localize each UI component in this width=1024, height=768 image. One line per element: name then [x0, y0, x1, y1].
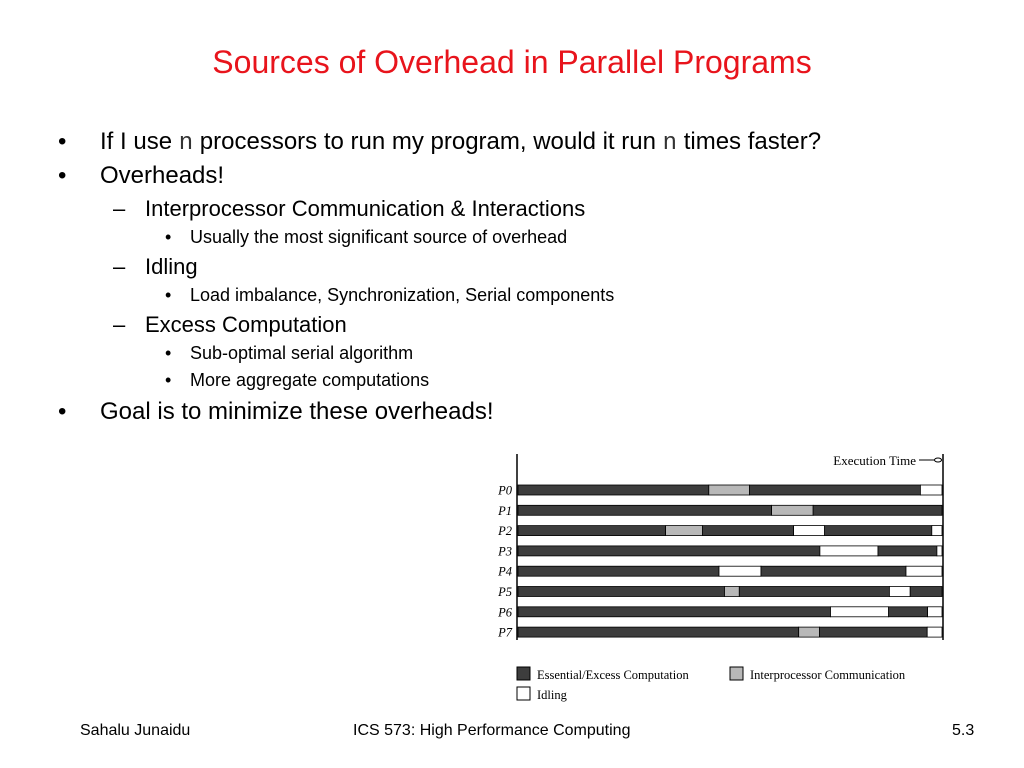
segment-idling: [820, 546, 878, 556]
segment-computation: [518, 607, 831, 617]
legend-label-idling: Idling: [537, 688, 567, 702]
legend-swatch-idling: [517, 687, 530, 700]
segment-idling: [831, 607, 889, 617]
sub-sub-bullet-suboptimal: Sub-optimal serial algorithm: [190, 343, 414, 363]
chart-legend: [517, 667, 906, 702]
segment-idling: [719, 566, 761, 576]
segment-idling: [920, 485, 942, 495]
variable-n: n: [178, 130, 194, 157]
segment-communication: [709, 485, 750, 495]
segment-idling: [889, 587, 910, 597]
bullet-marker: •: [58, 128, 67, 155]
legend-label-communication: Interprocessor Communication: [750, 668, 906, 682]
sub-sub-bullet-significant: Usually the most significant source of overhead: [190, 227, 568, 247]
segment-idling: [932, 526, 942, 536]
segment-computation: [889, 607, 928, 617]
segment-computation: [761, 566, 906, 576]
segment-computation: [702, 526, 793, 536]
dash-marker: –: [113, 312, 126, 337]
segment-computation: [813, 505, 942, 515]
segment-computation: [878, 546, 937, 556]
dash-marker: –: [113, 254, 126, 279]
segment-idling: [927, 627, 942, 637]
sub-sub-bullet-load-imbalance: Load imbalance, Synchronization, Serial components: [190, 285, 615, 305]
bullet-marker: •: [58, 398, 67, 425]
sub-bullet-idling: Idling: [145, 254, 198, 279]
segment-idling: [928, 607, 942, 617]
sub-sub-bullet-aggregate: More aggregate computations: [190, 370, 430, 390]
processor-label: P2: [498, 524, 512, 539]
dash-marker: –: [113, 196, 126, 221]
bullet-overheads: Overheads!: [100, 162, 225, 189]
footer-page-number: 5.3: [952, 722, 975, 739]
segment-computation: [750, 485, 921, 495]
footer-course: ICS 573: High Performance Computing: [353, 722, 631, 739]
execution-time-label: Execution Time: [833, 453, 916, 468]
execution-timeline-svg: [480, 448, 950, 710]
legend-label-computation: Essential/Excess Computation: [537, 668, 689, 682]
segment-idling: [906, 566, 942, 576]
segment-computation: [825, 526, 932, 536]
segment-communication: [725, 587, 740, 597]
sub-sub-marker: •: [165, 227, 172, 247]
bullet-goal: Goal is to minimize these overheads!: [100, 398, 494, 425]
segment-computation: [518, 546, 820, 556]
segment-computation: [518, 485, 709, 495]
legend-swatch-communication: [730, 667, 743, 680]
processor-label: P3: [498, 544, 512, 559]
variable-n: n: [662, 130, 678, 157]
slide-title: Sources of Overhead in Parallel Programs: [212, 44, 812, 80]
segment-computation: [820, 627, 928, 637]
segment-computation: [518, 627, 799, 637]
segment-computation: [518, 587, 725, 597]
segment-computation: [518, 505, 772, 515]
bullet-speedup-question: If I use n processors to run my program, would it run n times faster?: [100, 128, 822, 157]
segment-computation: [739, 587, 889, 597]
sub-bullet-communication: Interprocessor Communication & Interactions: [145, 196, 586, 221]
execution-time-diagram: [480, 448, 950, 715]
sub-sub-marker: •: [165, 370, 172, 390]
sub-bullet-excess-computation: Excess Computation: [145, 312, 347, 337]
processor-label: P7: [498, 625, 512, 640]
segment-computation: [518, 566, 719, 576]
processor-label: P0: [498, 483, 512, 498]
execution-time-arrow-head: [935, 458, 942, 462]
segment-computation: [910, 587, 942, 597]
legend-swatch-computation: [517, 667, 530, 680]
processor-label: P1: [498, 503, 512, 518]
bullet-marker: •: [58, 162, 67, 189]
segment-communication: [666, 526, 703, 536]
processor-label: P4: [498, 564, 512, 579]
segment-idling: [794, 526, 825, 536]
segment-communication: [772, 505, 814, 515]
processor-rows: [497, 484, 942, 640]
segment-idling: [937, 546, 942, 556]
segment-computation: [518, 526, 666, 536]
processor-label: P6: [498, 605, 512, 620]
sub-sub-marker: •: [165, 343, 172, 363]
footer-author: Sahalu Junaidu: [80, 722, 191, 739]
sub-sub-marker: •: [165, 285, 172, 305]
segment-communication: [799, 627, 820, 637]
processor-label: P5: [498, 585, 512, 599]
